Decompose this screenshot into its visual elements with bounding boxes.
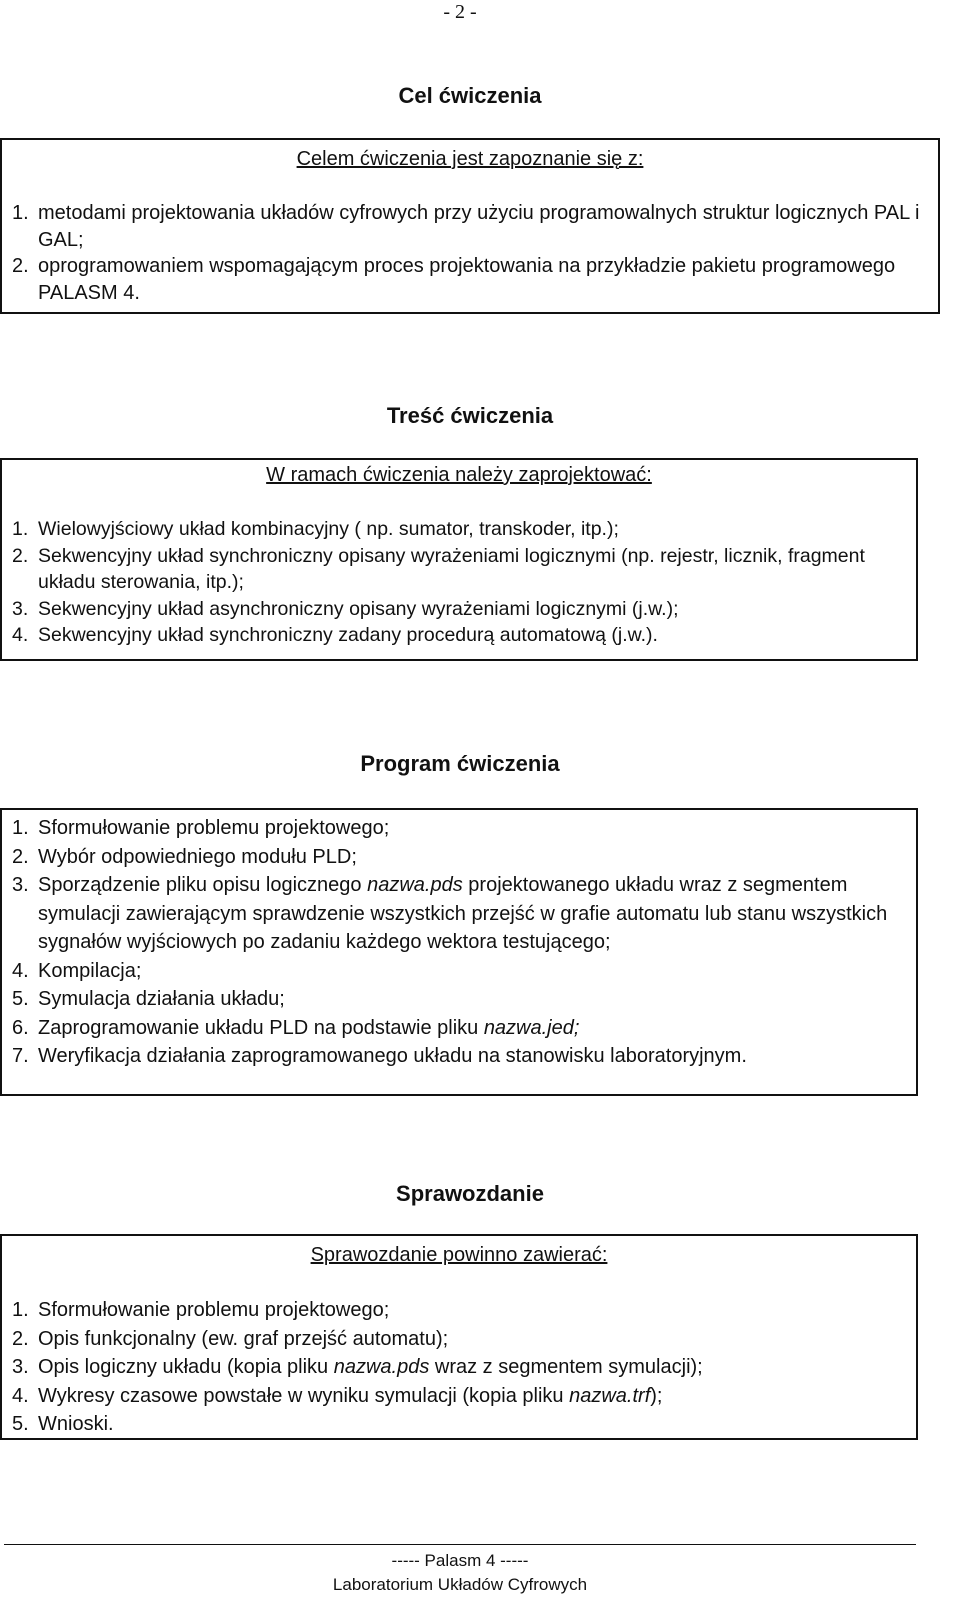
- filename-text: nazwa.trf: [569, 1384, 651, 1407]
- sprawozdanie-list: [12, 1296, 910, 1439]
- list-item: [12, 1296, 910, 1325]
- list-item-number: 3.: [12, 874, 29, 896]
- list-item: [12, 516, 910, 543]
- list-item: [12, 1014, 910, 1043]
- list-item: [12, 1410, 910, 1439]
- list-item-number: 1.: [12, 817, 29, 839]
- list-item: [12, 843, 910, 872]
- list-item-text: oprogramowaniem wspomagającym proces projektowania na przykładzie pakietu programowego PALASM 4.: [38, 255, 896, 304]
- list-item-number: 4.: [12, 1384, 29, 1407]
- list-item-number: 4.: [12, 624, 29, 646]
- list-item: [12, 985, 910, 1014]
- list-item-number: 2.: [12, 255, 29, 277]
- list-item-number: 2.: [12, 845, 29, 868]
- list-item-text: Sekwencyjny układ synchroniczny opisany wyrażeniami logicznymi (np. rejestr, licznik, fragment układu sterowania, itp.);: [38, 544, 865, 593]
- tresc-list: [12, 516, 910, 649]
- list-item: [12, 200, 932, 253]
- list-item-text: Weryfikacja działania zaprogramowanego układu na stanowisku laboratoryjnym.: [38, 1045, 747, 1067]
- list-item-number: 2.: [12, 1327, 29, 1350]
- list-item-text: Wykresy czasowe powstałe w wyniku symulacji (kopia pliku: [38, 1384, 570, 1407]
- list-item: [12, 622, 910, 649]
- section-heading-tresc: Treść ćwiczenia: [386, 403, 554, 428]
- list-item: [12, 253, 932, 306]
- list-item: [12, 871, 910, 957]
- list-item-text: Sekwencyjny układ asynchroniczny opisany wyrażeniami logicznymi (j.w.);: [38, 597, 679, 620]
- list-item: [12, 543, 910, 596]
- cel-box: [0, 138, 940, 314]
- list-item: [12, 1325, 910, 1354]
- list-item: [12, 1382, 910, 1411]
- program-list: [12, 814, 910, 1071]
- list-item-text: metodami projektowania układów cyfrowych przy użyciu programowalnych struktur logicznych PAL i GAL;: [38, 202, 920, 251]
- list-item-number: 1.: [12, 202, 29, 224]
- list-item-text: Wielowyjściowy układ kombinacyjny ( np. sumator, transkoder, itp.);: [38, 518, 619, 540]
- section-heading-sprawozdanie: Sprawozdanie: [396, 1181, 544, 1206]
- list-item-text: Sformułowanie problemu projektowego;: [38, 1299, 390, 1321]
- list-item-number: 5.: [12, 1413, 29, 1435]
- list-item-text: Zaprogramowanie układu PLD na podstawie pliku: [38, 1016, 484, 1039]
- list-item-number: 2.: [12, 544, 29, 567]
- list-item-number: 4.: [12, 959, 29, 982]
- footer-line-1: ----- Palasm 4 -----: [391, 1551, 529, 1570]
- list-item: [12, 596, 910, 623]
- list-item-number: 1.: [12, 518, 29, 540]
- list-item-text: Opis logiczny układu (kopia pliku: [38, 1356, 334, 1378]
- list-item-text: Sformułowanie problemu projektowego;: [38, 817, 390, 839]
- footer-divider: [4, 1544, 916, 1545]
- tresc-box: [0, 458, 918, 661]
- cel-intro: Celem ćwiczenia jest zapoznanie się z:: [296, 148, 644, 170]
- list-item: [12, 1353, 910, 1382]
- list-item-text: Sekwencyjny układ synchroniczny zadany procedurą automatową (j.w.).: [38, 624, 658, 646]
- filename-text: nazwa.pds: [333, 1356, 430, 1378]
- list-item-number: 7.: [12, 1045, 29, 1067]
- list-item: [12, 957, 910, 986]
- list-item-number: 6.: [12, 1016, 29, 1039]
- list-item-number: 5.: [12, 988, 29, 1010]
- list-item-text: );: [650, 1384, 663, 1407]
- list-item-text: Wnioski.: [38, 1413, 114, 1435]
- list-item: [12, 814, 910, 843]
- list-item-text: Sporządzenie pliku opisu logicznego: [38, 874, 368, 896]
- list-item-text: wraz z segmentem symulacji);: [429, 1356, 703, 1378]
- list-item-text: Opis funkcjonalny (ew. graf przejść automatu);: [38, 1327, 449, 1350]
- list-item-text: Kompilacja;: [38, 959, 142, 982]
- list-item-text: Symulacja działania układu;: [38, 988, 285, 1010]
- sprawozdanie-box: [0, 1234, 918, 1440]
- list-item-number: 1.: [12, 1299, 29, 1321]
- list-item-text: projektowanego układu wraz z segmentem symulacji zawierającym sprawdzenie wszystkich przejść w grafie automatu lub stanu wszystkich sygnałów wyjściowych po zadaniu każdego wektora testującego;: [38, 874, 888, 953]
- program-box: [0, 808, 918, 1096]
- list-item-number: 3.: [12, 597, 29, 620]
- cel-list: [12, 200, 932, 306]
- sprawozdanie-intro: Sprawozdanie powinno zawierać:: [310, 1244, 608, 1266]
- tresc-intro: W ramach ćwiczenia należy zaprojektować:: [266, 464, 652, 486]
- filename-text: nazwa.jed;: [483, 1016, 580, 1039]
- list-item: [12, 1042, 910, 1071]
- filename-text: nazwa.pds: [367, 874, 463, 896]
- list-item-text: Wybór odpowiedniego modułu PLD;: [38, 845, 357, 868]
- list-item-number: 3.: [12, 1356, 29, 1378]
- section-heading-cel: Cel ćwiczenia: [398, 83, 542, 108]
- section-heading-program: Program ćwiczenia: [360, 751, 560, 776]
- footer-line-2: Laboratorium Układów Cyfrowych: [332, 1575, 588, 1594]
- page-number: - 2 -: [443, 1, 477, 23]
